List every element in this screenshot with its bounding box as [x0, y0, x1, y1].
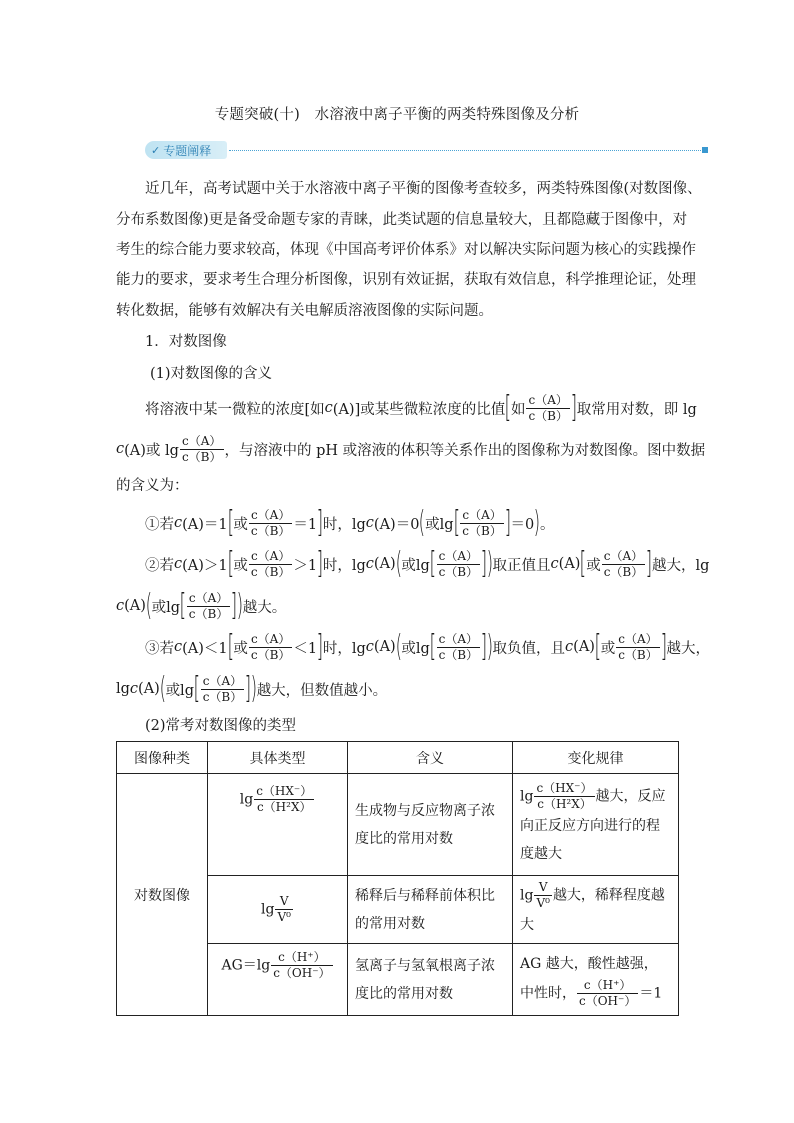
case-2-cont — [116, 588, 286, 624]
frac-num: c（A） — [602, 549, 646, 565]
rule-frac — [534, 880, 551, 911]
type-frac — [275, 894, 292, 925]
c1-var2: c — [365, 515, 374, 531]
c2-a3: (A) — [124, 598, 146, 614]
c2-mid: (A)＞1 — [182, 557, 228, 574]
frac-den: c（B） — [618, 647, 658, 662]
fraction-cA-cB — [526, 393, 570, 424]
definition-line-3: 的含义为： — [116, 478, 189, 494]
frac-num: c（A） — [249, 508, 293, 524]
c3-frac3 — [616, 632, 660, 663]
c3-var4: c — [129, 681, 139, 697]
bracket-left: [ — [227, 629, 234, 664]
c2-frac — [249, 549, 293, 580]
def-ru: 如 — [510, 401, 526, 418]
c2-frac3 — [602, 549, 646, 580]
rule-post: 越大，反应向正反应方向进行的程度越大 — [520, 788, 666, 862]
frac-den: c（B） — [438, 564, 479, 579]
meaning-cell: 氢离子与氢氧根离子浓度比的常用对数 — [348, 944, 513, 1016]
meaning-cell: 稀释后与稀释前体积比的常用对数 — [348, 876, 513, 944]
bracket-left: [ — [594, 629, 602, 664]
c2-shi: 时，lg — [322, 557, 366, 574]
frac-den: c（B） — [462, 523, 502, 538]
bracket-left: [ — [179, 588, 187, 623]
c2-frac2 — [437, 549, 481, 580]
c3-var3: c — [565, 639, 574, 655]
header-cell: 图像种类 — [117, 742, 208, 774]
c2-bigger: 越大，lg — [651, 557, 710, 574]
frac-den: c（B） — [438, 647, 479, 662]
bracket-left: [ — [580, 546, 587, 581]
c3-mid: (A)＜1 — [182, 640, 228, 657]
c3-shi: 时，lg — [322, 640, 366, 657]
c2-var4: c — [116, 598, 125, 614]
type-frac — [254, 784, 314, 815]
frac-num: V — [275, 894, 292, 910]
c2-huolg2: 或lg — [151, 599, 181, 616]
rule-pre: AG 越大，酸性越强，中性时， — [520, 956, 658, 1002]
page-title: 专题突破(十) 水溶液中离子平衡的两类特殊图像及分析 — [214, 107, 580, 123]
banner-tag — [145, 141, 227, 159]
frac-num: c（A） — [201, 674, 245, 690]
c3-lt: ＜1 — [293, 640, 318, 657]
c1-shi: 时，lg — [322, 516, 366, 533]
bracket-right: ] — [504, 505, 511, 540]
intro-line-4: 能力的要求，要求考生合理分析图像，识别有效证据，获取有效信息，科学推理论证，处理 — [116, 272, 696, 288]
frac-den: V⁰ — [536, 896, 550, 910]
rule-cell — [513, 876, 679, 944]
def-text-a3: (A)]或某些微粒浓度的比值 — [332, 401, 506, 418]
intro-line-1: 近几年，高考试题中关于水溶液中离子平衡的图像考查较多，两类特殊图像(对数图像、 — [145, 181, 702, 197]
c2-frac4 — [187, 591, 231, 622]
bracket-right: ] — [660, 629, 667, 664]
c1-pre: ①若 — [145, 516, 174, 533]
c2-var2: c — [365, 556, 374, 572]
frac-num: c（HX⁻） — [536, 781, 593, 795]
bracket-right: ] — [316, 546, 324, 581]
def-var-c: c — [324, 400, 333, 416]
category-cell: 对数图像 — [117, 774, 208, 1016]
frac-num: c（A） — [249, 549, 293, 565]
frac-num: c（A） — [616, 632, 660, 648]
c2-var3: c — [550, 556, 559, 572]
c1-var: c — [174, 515, 183, 531]
rule-cell — [513, 774, 679, 876]
def-text-a1: 将溶液中某一微粒的浓度[如 — [145, 401, 325, 418]
bracket-right: ] — [645, 546, 653, 581]
bracket-left: ( — [395, 546, 402, 581]
bracket-left: ( — [419, 505, 426, 540]
bracket-left: ( — [395, 629, 402, 664]
definition-line-1 — [145, 391, 697, 425]
c3-frac — [249, 632, 293, 663]
banner-dotted-line — [229, 150, 703, 151]
case-3-cont — [116, 671, 387, 707]
c3-pre: ③若 — [145, 640, 174, 657]
frac-num: c（H⁺） — [271, 950, 332, 966]
c2-take: 取正值且 — [492, 557, 551, 574]
frac-num: c（A） — [460, 508, 504, 524]
frac-num: c（A） — [187, 591, 231, 607]
rule-pre: lg — [520, 887, 534, 904]
bracket-right: ] — [570, 390, 578, 425]
c3-huolg2: 或lg — [165, 682, 194, 699]
c3-frac2 — [437, 632, 481, 663]
frac-den: c（B） — [250, 564, 291, 579]
frac-den: c（B） — [528, 408, 568, 423]
c3-a2: (A) — [573, 639, 595, 655]
rule-post: ＝1 — [639, 985, 663, 1002]
c1-frac — [249, 508, 293, 539]
c2-huolg: 或lg — [401, 557, 430, 574]
c3-a3: (A) — [138, 681, 160, 697]
bracket-right: ] — [480, 546, 488, 581]
c2-gt: ＞1 — [293, 557, 318, 574]
c3-bigger: 越大， — [666, 640, 710, 657]
c1-frac2 — [460, 508, 504, 539]
fraction-cA-cB-2 — [180, 434, 224, 465]
definition-line-2 — [116, 431, 705, 467]
c3-a: (A) — [373, 639, 396, 655]
frac-num: c（A） — [437, 632, 481, 648]
c1-mid: (A)＝1 — [182, 516, 228, 533]
c2-huo: 或 — [233, 557, 248, 574]
log-graph-types-table — [116, 741, 679, 1016]
def-var-c2: c — [116, 441, 125, 457]
frac-den: c（B） — [250, 647, 291, 662]
frac-num: c（A） — [180, 434, 224, 450]
intro-line-5: 转化数据，能够有效解决有关电解质溶液图像的实际问题。 — [116, 303, 493, 319]
subsection-heading-1: (1)对数图像的含义 — [150, 366, 273, 382]
rule-post: 越大，稀释程度越大 — [520, 887, 665, 933]
bracket-right: ) — [486, 629, 493, 664]
rule-frac — [534, 781, 594, 812]
c1-eq0: ＝0 — [510, 516, 535, 533]
frac-den: c（B） — [250, 523, 291, 538]
bracket-right: ] — [244, 671, 252, 706]
c1-huo: 或 — [233, 516, 248, 533]
frac-den: c（OH⁻） — [579, 994, 637, 1008]
frac-den: c（OH⁻） — [273, 966, 331, 980]
bracket-right: ) — [533, 505, 541, 540]
bracket-left: [ — [504, 390, 512, 425]
c2-a2: (A) — [558, 556, 581, 572]
c1-res: (A)＝0 — [373, 516, 420, 533]
c3-end: 越大，但数值越小。 — [256, 682, 388, 699]
frac-num: c（A） — [437, 549, 481, 565]
bracket-left: [ — [429, 629, 436, 664]
header-cell: 变化规律 — [513, 742, 679, 774]
frac-num: c（A） — [249, 632, 293, 648]
c3-huo2: 或 — [600, 640, 616, 657]
bracket-left: ( — [159, 671, 166, 706]
type-frac — [271, 950, 332, 981]
frac-num: c（A） — [526, 393, 570, 409]
type-cell — [208, 876, 348, 944]
type-lg: lg — [261, 901, 275, 918]
c2-var: c — [174, 556, 183, 572]
frac-den: c（B） — [603, 564, 644, 579]
type-lg: lg — [239, 791, 254, 808]
c3-take: 取负值，且 — [492, 640, 566, 657]
c2-huo2: 或 — [586, 557, 601, 574]
bracket-left: [ — [227, 505, 234, 540]
bracket-left: ( — [145, 588, 153, 623]
frac-den: V⁰ — [277, 910, 291, 924]
banner-label: 专题阐释 — [163, 143, 212, 158]
def-text-b3: ，与溶液中的 pH 或溶液的体积等关系作出的图像称为对数图像。图中数据 — [224, 442, 706, 459]
table-header-row — [117, 742, 679, 774]
rule-frac — [577, 978, 638, 1009]
c3-huolg: 或lg — [401, 640, 430, 657]
banner-end-square — [702, 147, 708, 153]
bracket-right: ) — [236, 588, 244, 623]
def-text-a4: 取常用对数，即 lg — [576, 401, 697, 418]
def-text-b2: (A)或 lg — [124, 442, 179, 459]
c3-var2: c — [365, 639, 374, 655]
intro-line-3: 考生的综合能力要求较高，体现《中国高考评价体系》对以解决实际问题为核心的实践操作 — [116, 242, 696, 258]
c1-end: 。 — [540, 516, 555, 533]
bracket-left: [ — [227, 546, 234, 581]
rule-cell — [513, 944, 679, 1016]
c3-var: c — [174, 639, 183, 655]
rule-pre: lg — [520, 788, 534, 805]
frac-den: c（B） — [181, 449, 222, 464]
case-1 — [145, 505, 555, 541]
c2-a: (A) — [373, 556, 396, 572]
subsection-heading-2: (2)常考对数图像的类型 — [145, 718, 297, 734]
frac-num: c（HX⁻） — [256, 784, 313, 798]
c1-eq: ＝1 — [293, 516, 318, 533]
bracket-left: [ — [429, 546, 436, 581]
frac-den: c（H²X） — [537, 797, 592, 811]
bracket-right: ] — [480, 629, 488, 664]
c2-pre: ②若 — [145, 557, 174, 574]
c3-frac4 — [201, 674, 245, 705]
type-cell — [208, 774, 348, 876]
section-heading: 1．对数图像 — [145, 334, 227, 350]
c1-huolg: 或lg — [425, 516, 454, 533]
bracket-right: ] — [316, 505, 324, 540]
frac-den: c（H²X） — [256, 800, 312, 814]
c3-huo: 或 — [233, 640, 248, 657]
case-3 — [145, 629, 710, 665]
table-row — [117, 774, 679, 876]
intro-line-2: 分布系数图像)更是备受命题专家的青睐，此类试题的信息量较大，且都隐藏于图像中，对 — [116, 212, 688, 228]
frac-num: c（H⁺） — [577, 978, 638, 994]
c2-end: 越大。 — [242, 599, 287, 616]
frac-num: V — [534, 880, 551, 896]
frac-den: c（B） — [202, 689, 243, 704]
bracket-right: ) — [250, 671, 258, 706]
bracket-left: [ — [453, 505, 460, 540]
type-cell — [208, 944, 348, 1016]
bracket-right: ] — [230, 588, 238, 623]
case-2 — [145, 546, 709, 582]
section-banner — [145, 141, 710, 161]
frac-den: c（B） — [188, 606, 229, 621]
bracket-right: ) — [486, 546, 493, 581]
bracket-right: ] — [316, 629, 324, 664]
bracket-left: [ — [193, 671, 201, 706]
type-lg: AG＝lg — [221, 957, 271, 974]
c3-lg: lg — [116, 681, 130, 697]
meaning-cell: 生成物与反应物离子浓度比的常用对数 — [348, 774, 513, 876]
header-cell: 具体类型 — [208, 742, 348, 774]
pen-check-icon: ✓ — [151, 143, 161, 157]
header-cell: 含义 — [348, 742, 513, 774]
